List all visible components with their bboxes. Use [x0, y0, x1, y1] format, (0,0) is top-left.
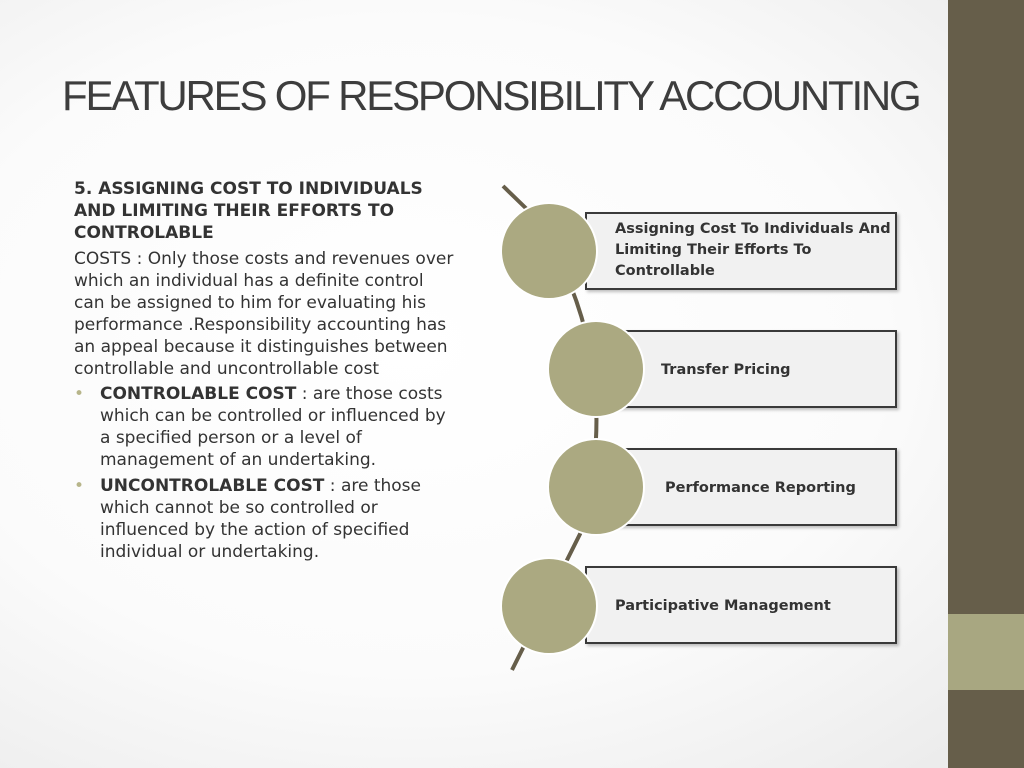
slide-title: FEATURES OF RESPONSIBILITY ACCOUNTING	[62, 72, 920, 119]
bullet-list	[74, 383, 454, 563]
diagram-box-1	[585, 212, 897, 290]
bullet-text: : are those costs which can be controlled or influenced by a specified person or a level of management of an undertaking.	[100, 384, 446, 470]
bullet-icon: •	[74, 384, 85, 404]
bullet-item-uncontrolable	[74, 475, 454, 563]
section-heading: 5. ASSIGNING COST TO INDIVIDUALS AND LIMITING THEIR EFFORTS TO CONTROLABLE	[74, 179, 423, 243]
diagram-box-label: Assigning Cost To Individuals And Limiting Their Efforts To Controllable	[615, 221, 891, 279]
right-band-accent-block	[948, 614, 1024, 690]
diagram-circle-4	[500, 557, 598, 655]
diagram-circle-2	[547, 320, 645, 418]
bullet-item-controlable	[74, 383, 454, 471]
diagram-box-label: Transfer Pricing	[661, 362, 791, 378]
intro-paragraph: COSTS : Only those costs and revenues over which an individual has a definite control can be assigned to him for evaluating his performance .Responsibility accounting has an appeal because it distinguishes between controllable and uncontrollable cost	[74, 249, 454, 379]
diagram-box-label: Participative Management	[615, 598, 831, 614]
bullet-text: : are those which cannot be so controlled or influenced by the action of specified individual or undertaking.	[100, 476, 421, 562]
diagram-box-3	[585, 448, 897, 526]
bullet-icon: •	[74, 476, 85, 496]
diagram-circle-1	[500, 202, 598, 300]
diagram-circle-3	[547, 438, 645, 536]
bullet-term: CONTROLABLE COST	[100, 384, 297, 404]
diagram-box-label: Performance Reporting	[665, 480, 856, 496]
diagram-box-4	[585, 566, 897, 644]
diagram-box-2	[585, 330, 897, 408]
bullet-term: UNCONTROLABLE COST	[100, 476, 325, 496]
content-column	[74, 178, 454, 567]
